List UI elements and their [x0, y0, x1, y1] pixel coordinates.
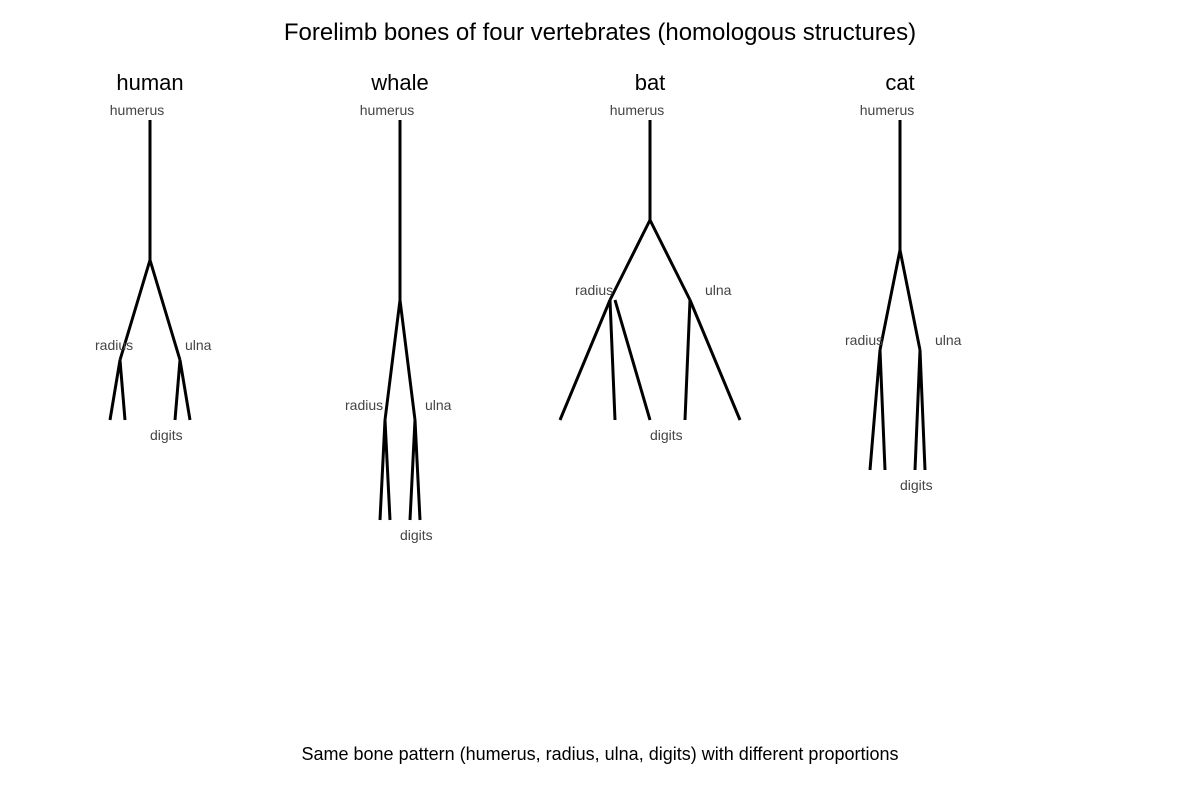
digits-label-cat: digits: [900, 477, 933, 493]
ulna-bone-bat: [650, 220, 690, 300]
digit-bone-cat-4: [920, 350, 925, 470]
digit-bone-human-3: [175, 360, 180, 420]
ulna-label-cat: ulna: [935, 332, 962, 348]
digit-bone-whale-2: [385, 420, 390, 520]
digit-bone-human-1: [110, 360, 120, 420]
diagram-caption: Same bone pattern (humerus, radius, ulna, digits) with different proportions: [301, 744, 899, 764]
digit-bone-cat-1: [870, 350, 880, 470]
humerus-label-cat: humerus: [859, 102, 915, 118]
animal-name-whale: whale: [371, 70, 429, 95]
radius-bone-whale: [385, 300, 400, 420]
radius-label-bat: radius: [575, 282, 614, 298]
human-limb: [95, 70, 212, 443]
digit-bone-human-4: [180, 360, 190, 420]
digit-bone-bat-3: [615, 300, 650, 420]
ulna-label-bat: ulna: [705, 282, 732, 298]
animal-name-human: human: [116, 70, 184, 95]
digit-bone-whale-4: [415, 420, 420, 520]
diagram-title: Forelimb bones of four vertebrates (homologous structures): [283, 19, 917, 46]
whale-limb: [345, 70, 452, 543]
animal-name-cat: cat: [885, 70, 915, 95]
digits-label-whale: digits: [400, 527, 433, 543]
digit-bone-cat-2: [880, 350, 885, 470]
radius-label-cat: radius: [845, 332, 884, 348]
ulna-bone-human: [150, 260, 180, 360]
animal-name-bat: bat: [634, 70, 666, 95]
radius-label-whale: radius: [345, 397, 384, 413]
ulna-label-human: ulna: [185, 337, 212, 353]
digit-bone-human-2: [120, 360, 125, 420]
digit-bone-bat-4: [685, 300, 690, 420]
ulna-bone-cat: [900, 250, 920, 350]
humerus-label-human: humerus: [109, 102, 165, 118]
digits-label-bat: digits: [650, 427, 683, 443]
ulna-bone-whale: [400, 300, 415, 420]
bat-limb: [560, 70, 740, 443]
humerus-label-whale: humerus: [359, 102, 415, 118]
humerus-label-bat: humerus: [609, 102, 665, 118]
ulna-label-whale: ulna: [425, 397, 452, 413]
digit-bone-bat-1: [560, 300, 610, 420]
radius-bone-bat: [610, 220, 650, 300]
digit-bone-bat-5: [690, 300, 740, 420]
digits-label-human: digits: [150, 427, 183, 443]
cat-limb: [845, 70, 962, 493]
radius-label-human: radius: [95, 337, 134, 353]
digit-bone-bat-2: [610, 300, 615, 420]
